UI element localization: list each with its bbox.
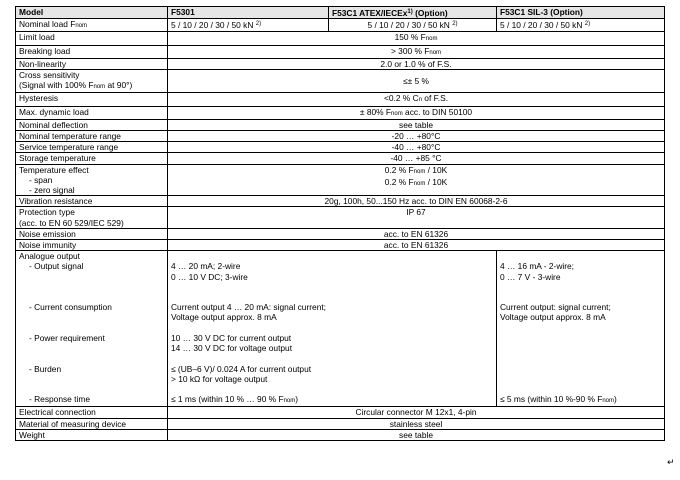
row-service-temperature: [16, 142, 665, 153]
row-label: Hysteresis: [16, 93, 168, 106]
row-label: Weight: [16, 429, 168, 440]
row-label: Noise immunity: [16, 240, 168, 251]
row-label: Non-linearity: [16, 58, 168, 69]
row-label: Electrical connection: [16, 407, 168, 418]
row-label: Material of measuring device: [16, 418, 168, 429]
row-value: Circular connector M 12x1, 4-pin: [168, 407, 665, 418]
row-electrical-connection: [16, 407, 665, 418]
nominal-load-atex: 5 / 10 / 20 / 30 / 50 kN $^{2)}$: [329, 19, 497, 32]
row-value: <0.2 % Cn of F.S.: [168, 93, 665, 106]
row-analogue-output: [16, 251, 665, 407]
row-temperature-effect: [16, 164, 665, 196]
row-value: > 300 % Fnom: [168, 45, 665, 58]
row-nominal-load: [16, 19, 665, 32]
row-label: Max. dynamic load: [16, 106, 168, 119]
row-cross-sensitivity: [16, 70, 665, 93]
row-noise-immunity: [16, 240, 665, 251]
row-protection: [16, 207, 665, 228]
row-max-dynamic-load: [16, 106, 665, 119]
row-breaking-load: [16, 45, 665, 58]
row-hysteresis: [16, 93, 665, 106]
row-value: 0.2 % Fnom / 10K 0.2 % Fnom / 10K: [168, 164, 665, 196]
header-f53c1-sil: F53C1 SIL-3 (Option): [497, 7, 665, 19]
row-noise-emission: [16, 228, 665, 239]
row-label: Protection type (acc. to EN 60 529/IEC 529): [16, 207, 168, 228]
row-nominal-deflection: [16, 119, 665, 130]
row-label: Vibration resistance: [16, 196, 168, 207]
row-vibration: [16, 196, 665, 207]
row-value: ± 80% Fnom acc. to DIN 50100: [168, 106, 665, 119]
row-label: Nominal temperature range: [16, 131, 168, 142]
header-model: Model: [16, 7, 168, 19]
row-value: ≤± 5 %: [168, 70, 665, 93]
row-limit-load: [16, 32, 665, 45]
row-value: -20 … +80°C: [168, 131, 665, 142]
row-value: acc. to EN 61326: [168, 228, 665, 239]
specification-table: [15, 6, 665, 441]
analogue-output-sil-values: 4 … 16 mA - 2-wire; 0 … 7 V - 3-wire Current output: signal current; Voltage output approx. 8 mA ≤ 5 ms (within 10 %-90 % Fnom): [497, 251, 665, 407]
row-storage-temperature: [16, 153, 665, 164]
row-value: 2.0 or 1.0 % of F.S.: [168, 58, 665, 69]
analogue-output-values: 4 … 20 mA; 2-wire 0 … 10 V DC; 3-wire Current output 4 … 20 mA: signal current; Voltage output approx. 8 mA 10 … 30 V DC for current output 14 … 30 V DC for voltage output ≤ (UB–6 V)/ 0.024 A for current output > 10 kΩ for voltage output ≤ 1 ms (within 10 % … 90 % Fnom): [168, 251, 497, 407]
row-value: stainless steel: [168, 418, 665, 429]
row-material: [16, 418, 665, 429]
row-label: Service temperature range: [16, 142, 168, 153]
row-label: Cross sensitivity (Signal with 100% Fnom at 90°): [16, 70, 168, 93]
paragraph-return-mark: ↵: [667, 458, 675, 468]
header-f5301: F5301: [168, 7, 329, 19]
header-f53c1-atex: F53C1 ATEX/IECEx$^{1)}$ (Option): [329, 7, 497, 19]
row-value: acc. to EN 61326: [168, 240, 665, 251]
row-label: Limit load: [16, 32, 168, 45]
row-value: 150 % Fnom: [168, 32, 665, 45]
row-label: Noise emission: [16, 228, 168, 239]
row-label: Breaking load: [16, 45, 168, 58]
row-nominal-temperature: [16, 131, 665, 142]
row-weight: [16, 429, 665, 440]
nominal-load-sil: 5 / 10 / 20 / 30 / 50 kN $^{2)}$: [497, 19, 665, 32]
row-value: -40 … +80°C: [168, 142, 665, 153]
row-value: -40 … +85 °C: [168, 153, 665, 164]
row-label: Analogue output - Output signal - Current consumption - Power requirement - Burden - Response time: [16, 251, 168, 407]
row-value: 20g, 100h, 50...150 Hz acc. to DIN EN 60068-2-6: [168, 196, 665, 207]
row-label: Storage temperature: [16, 153, 168, 164]
row-label: Nominal load Fnom: [16, 19, 168, 32]
row-value: see table: [168, 119, 665, 130]
row-value: see table: [168, 429, 665, 440]
nominal-load-f5301: 5 / 10 / 20 / 30 / 50 kN $^{2)}$: [168, 19, 329, 32]
header-row: [16, 7, 665, 19]
row-label: Temperature effect - span - zero signal: [16, 164, 168, 196]
row-label: Nominal deflection: [16, 119, 168, 130]
row-non-linearity: [16, 58, 665, 69]
row-value: IP 67: [168, 207, 665, 228]
